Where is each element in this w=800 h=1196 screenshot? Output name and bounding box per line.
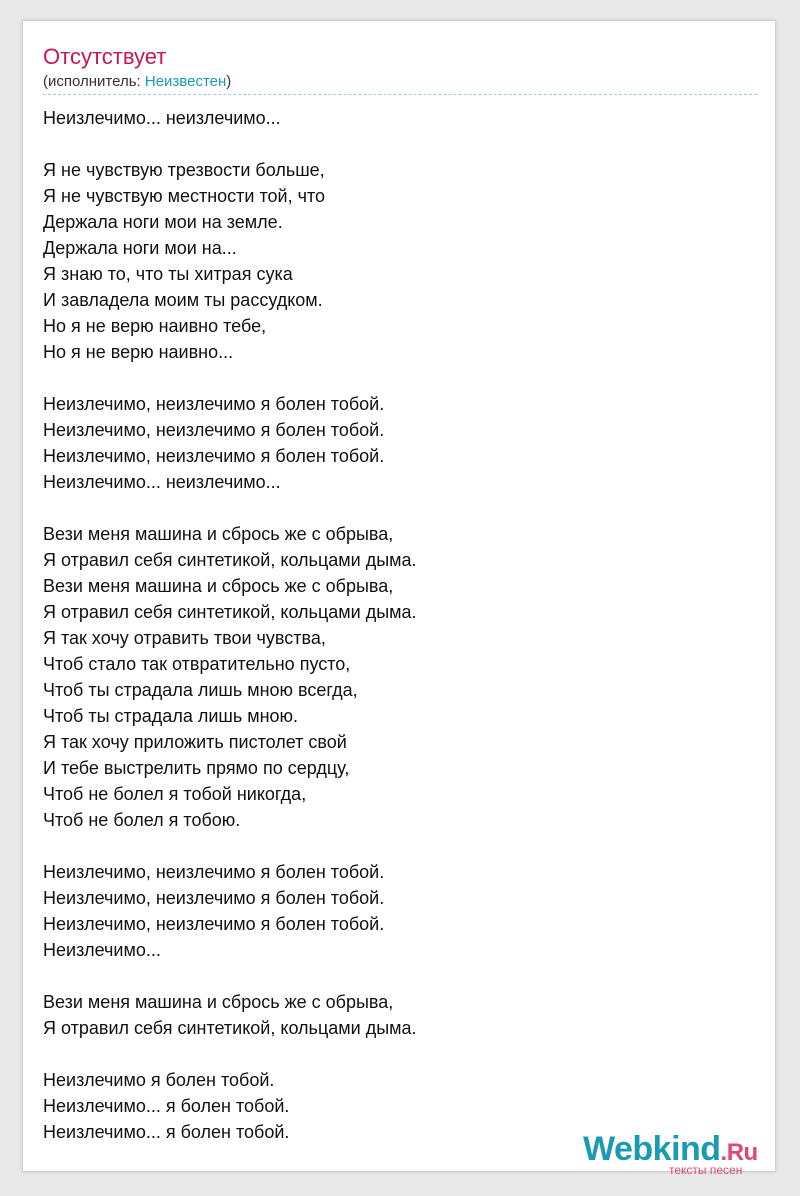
- artist-line: [43, 72, 231, 92]
- lyrics-line: Но я не верю наивно тебе,: [43, 316, 267, 336]
- lyrics-line: Неизлечимо... неизлечимо...: [43, 108, 281, 128]
- lyrics-stanza: [43, 859, 757, 963]
- artist-link[interactable]: Неизвестен: [144, 73, 227, 90]
- lyrics-line: Я отравил себя синтетикой, кольцами дыма.: [43, 602, 417, 622]
- lyrics-line: Неизлечимо... неизлечимо...: [43, 472, 281, 492]
- lyrics-line: Чтоб стало так отвратительно пусто,: [43, 654, 351, 674]
- lyrics-line: Я не чувствую местности той, что: [43, 186, 326, 206]
- lyrics-line: Чтоб не болел я тобою.: [43, 810, 241, 830]
- lyrics-line: Неизлечимо, неизлечимо я болен тобой.: [43, 420, 385, 440]
- lyrics-line: Я отравил себя синтетикой, кольцами дыма.: [43, 550, 417, 570]
- song-title: Отсутствует: [43, 44, 167, 69]
- lyrics-stanza: [43, 391, 757, 495]
- lyrics-line: Неизлечимо... я болен тобой.: [43, 1122, 290, 1142]
- lyrics-line: Держала ноги мои на...: [43, 238, 237, 258]
- lyrics-line: Вези меня машина и сбрось же с обрыва,: [43, 576, 394, 596]
- lyrics-line: Неизлечимо, неизлечимо я болен тобой.: [43, 394, 385, 414]
- lyrics-line: Неизлечимо...: [43, 940, 161, 960]
- lyrics-stanza: [43, 989, 757, 1041]
- artist-prefix: (исполнитель:: [43, 73, 145, 90]
- lyrics-line: Я так хочу приложить пистолет свой: [43, 732, 347, 752]
- lyrics-line: Неизлечимо я болен тобой.: [43, 1070, 275, 1090]
- lyrics-line: Я так хочу отравить твои чувства,: [43, 628, 326, 648]
- lyrics-line: Вези меня машина и сбрось же с обрыва,: [43, 992, 394, 1012]
- site-logo[interactable]: [583, 1129, 783, 1179]
- lyrics-line: Я отравил себя синтетикой, кольцами дыма.: [43, 1018, 417, 1038]
- lyrics-stanza: [43, 105, 757, 131]
- lyrics-stanza: [43, 157, 757, 365]
- artist-suffix: ): [226, 73, 232, 90]
- lyrics-card: [22, 20, 776, 1177]
- lyrics-line: Неизлечимо, неизлечимо я болен тобой.: [43, 862, 385, 882]
- lyrics-line: Чтоб ты страдала лишь мною всегда,: [43, 680, 358, 700]
- lyrics-line: Вези меня машина и сбрось же с обрыва,: [43, 524, 394, 544]
- lyrics-line: Неизлечимо, неизлечимо я болен тобой.: [43, 914, 385, 934]
- lyrics-line: Чтоб не болел я тобой никогда,: [43, 784, 307, 804]
- logo-main-text: Webkind: [583, 1130, 721, 1168]
- lyrics-line: Я знаю то, что ты хитрая сука: [43, 264, 293, 284]
- logo-tagline: тексты песен: [669, 1163, 743, 1177]
- lyrics-text: [43, 105, 757, 1171]
- lyrics-line: И завладела моим ты рассудком.: [43, 290, 323, 310]
- lyrics-stanza: [43, 521, 757, 833]
- lyrics-line: Держала ноги мои на земле.: [43, 212, 283, 232]
- lyrics-line: И тебе выстрелить прямо по сердцу,: [43, 758, 350, 778]
- header-divider: [43, 94, 757, 95]
- lyrics-line: Но я не верю наивно...: [43, 342, 234, 362]
- lyrics-line: Неизлечимо, неизлечимо я болен тобой.: [43, 446, 385, 466]
- lyrics-line: Чтоб ты страдала лишь мною.: [43, 706, 299, 726]
- lyrics-line: Неизлечимо, неизлечимо я болен тобой.: [43, 888, 385, 908]
- lyrics-line: Я не чувствую трезвости больше,: [43, 160, 325, 180]
- lyrics-line: Неизлечимо... я болен тобой.: [43, 1096, 290, 1116]
- logo-suffix-text: .Ru: [720, 1139, 758, 1166]
